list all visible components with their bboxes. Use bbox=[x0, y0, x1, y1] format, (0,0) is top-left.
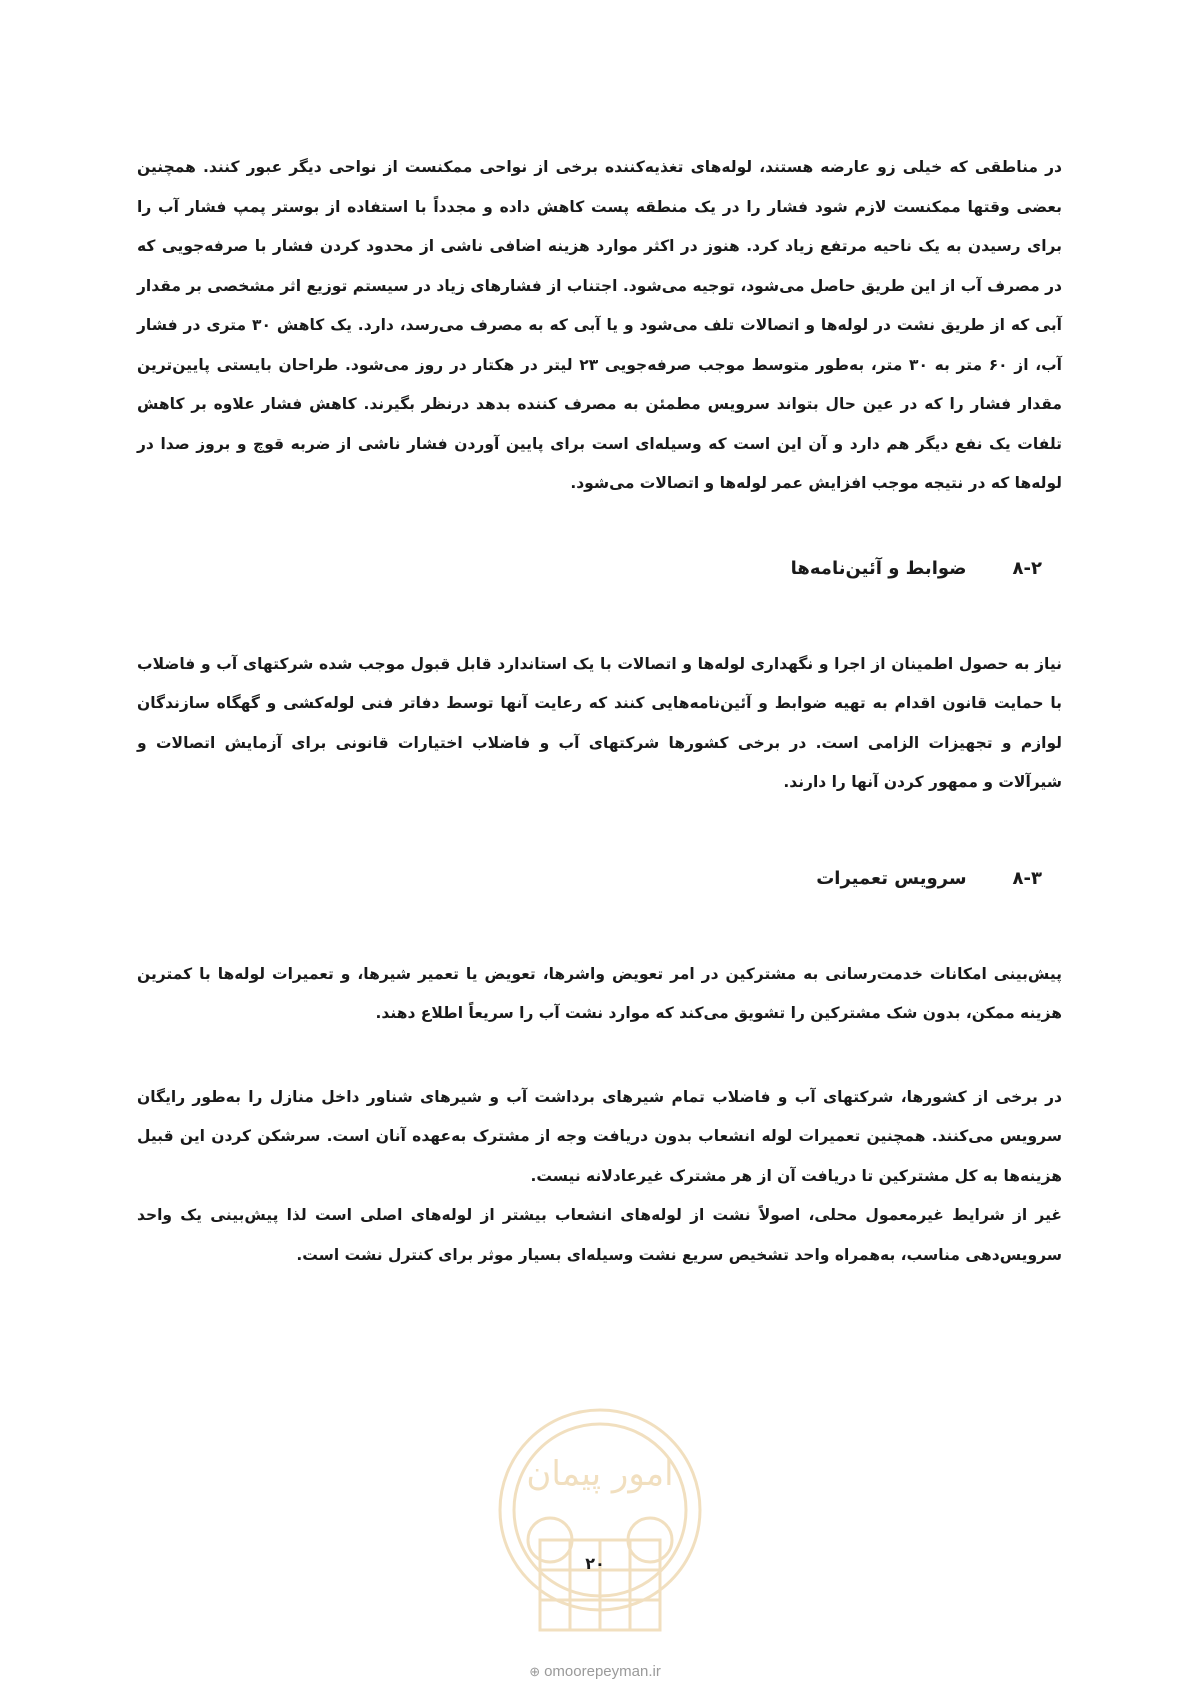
repair-service-paragraph-2: در برخی از کشورها، شرکتهای آب و فاضلاب تمام شیرهای برداشت آب و شیرهای شناور داخل منازل را به‌طور رایگان سرویس می‌کنند. همچنین تعمیرات لوله انشعاب بدون دریافت وجه از مشترک به‌عهده آنان است. سرشکن کردن این قبیل هزینه‌ها به کل مشترکین تا دریافت آن از هر مشترک غیرعادلانه نیست. bbox=[137, 1087, 1062, 1185]
footer-watermark-url bbox=[0, 1663, 1190, 1680]
watermark-text: امور پیمان bbox=[526, 1454, 674, 1494]
globe-icon: ⊕ bbox=[529, 1664, 541, 1679]
page-number: ۲۰ bbox=[585, 1554, 605, 1573]
intro-paragraph: در مناطقی که خیلی زو عارضه هستند، لوله‌های تغذیه‌کننده برخی از نواحی ممکنست از نواحی دیگر عبور کنند. همچنین بعضی وقتها ممکنست لازم شود فشار را در یک منطقه پست کاهش داده و مجدداً با استفاده از بوستر پمپ فشار آب را برای رسیدن به یک ناحیه مرتفع زیاد کرد. هنوز در اکثر موارد هزینه اضافی ناشی از محدود کردن فشار با صرفه‌جویی که در مصرف آب از این طریق حاصل می‌شود، توجیه می‌شود. اجتناب از فشارهای زیاد در سیستم توزیع اثر مشخصی بر مقدار آبی که از طریق نشت در لوله‌ها و اتصالات تلف می‌شود و یا آبی که به مصرف می‌رسد، دارد. یک کاهش ۳۰ متری در فشار آب، از ۶۰ متر به ۳۰ متر، به‌طور متوسط موجب صرفه‌جویی ۲۳ لیتر در هکتار در روز می‌شود. طراحان بایستی پایین‌ترین مقدار فشار را که در عین حال بتواند سرویس مطمئن به مصرف کننده بدهد درنظر بگیرند. کاهش فشار علاوه بر کاهش تلفات یک نفع دیگر هم دارد و آن این است که وسیله‌ای است برای پایین آوردن فشار ناشی از ضربه قوچ و بروز صدا در لوله‌ها که در نتیجه موجب افزایش عمر لوله‌ها و اتصالات می‌شود. bbox=[137, 158, 1062, 492]
section-number: ۸-۳ bbox=[1012, 867, 1042, 889]
section-title: ضوابط و آئین‌نامه‌ها bbox=[790, 557, 967, 579]
section-heading-8-2 bbox=[137, 549, 1062, 589]
section-number: ۸-۲ bbox=[1012, 557, 1042, 579]
repair-service-paragraph-1: پیش‌بینی امکانات خدمت‌رسانی به مشترکین در امر تعویض واشرها، تعویض یا تعمیر شیرها، و تعمیرات لوله‌ها با کمترین هزینه ممکن، بدون شک مشترکین را تشویق می‌کند که موارد نشت آب را سریعاً اطلاع دهند. bbox=[137, 964, 1062, 1022]
watermark-logo bbox=[480, 1390, 720, 1660]
footer-url-text: omoorepeyman.ir bbox=[544, 1663, 661, 1680]
repair-service-paragraph-3: غیر از شرایط غیرمعمول محلی، اصولاً نشت از لوله‌های انشعاب بیشتر از لوله‌های اصلی است لذا پیش‌بینی یک واحد سرویس‌دهی مناسب، به‌همراه واحد تشخیص سریع نشت وسیله‌ای بسیار موثر برای کنترل نشت است. bbox=[137, 1206, 1062, 1264]
page-content bbox=[137, 148, 1062, 1275]
section-title: سرویس تعمیرات bbox=[816, 867, 967, 889]
regulations-paragraph: نیاز به حصول اطمینان از اجرا و نگهداری لوله‌ها و اتصالات با یک استاندارد قابل قبول موجب شده شرکتهای آب و فاضلاب با حمایت قانون اقدام به تهیه ضوابط و آئین‌نامه‌هایی کنند که رعایت آنها توسط دفاتر فنی لوله‌کشی و گهگاه سازندگان لوازم و تجهیزات الزامی است. در برخی کشورها شرکتهای آب و فاضلاب اختیارات قانونی برای آزمایش اتصالات و شیرآلات و ممهور کردن آنها را دارند. bbox=[137, 654, 1062, 791]
section-heading-8-3 bbox=[137, 859, 1062, 899]
